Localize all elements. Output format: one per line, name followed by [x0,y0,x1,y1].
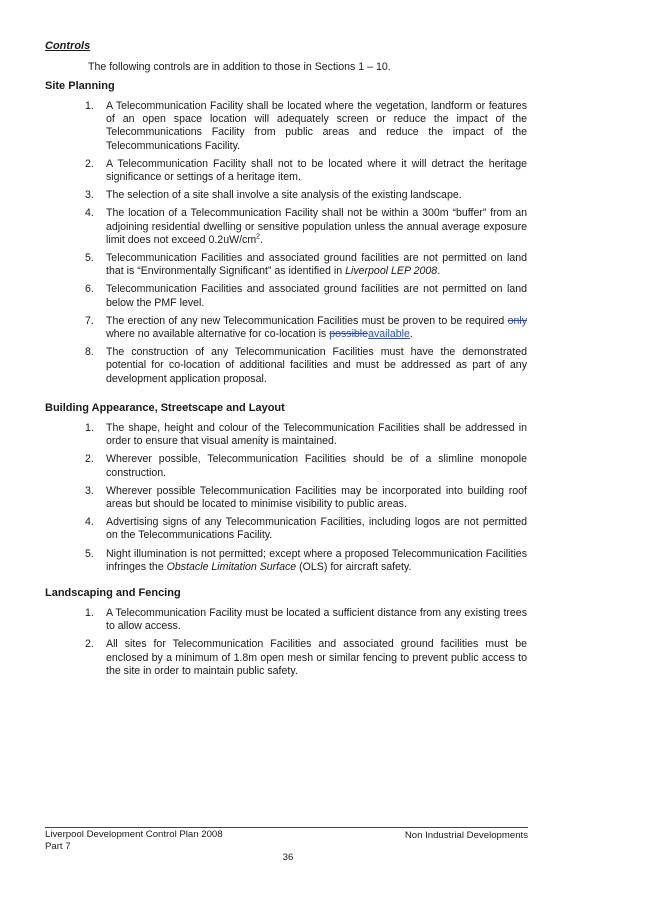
landscaping-heading: Landscaping and Fencing [45,587,181,599]
list-item: 8. The construction of any Telecommunication Facilities must have the demonstrated potential for co-location of additional facilities and must be addressed as part of any development application proposal. [85,346,527,385]
ols-reference: Obstacle Limitation Surface [166,560,297,573]
list-item: 6. Telecommunication Facilities and associated ground facilities are not permitted on land below the PMF level. [85,283,527,309]
building-appearance-list [0,422,527,579]
landscaping-list [0,607,527,683]
list-item: 1. The shape, height and colour of the Telecommunication Facilities shall be addressed in order to ensure that visual amenity is maintained. [85,422,527,448]
list-item: 4. Advertising signs of any Telecommunication Facilities, including logos are not permitted on the Telecommunications Facility. [85,516,527,542]
list-item: 3. Wherever possible Telecommunication Facilities may be incorporated into building roof areas but should be located to minimise visibility to public areas. [85,484,527,511]
list-item: 1. A Telecommunication Facility must be located a sufficient distance from any existing trees to allow access. [85,607,527,633]
footer-divider [45,827,528,828]
list-item: 3. The selection of a site shall involve a site analysis of the existing landscape. [85,189,462,202]
site-planning-heading: Site Planning [45,80,115,92]
page-number: 36 [282,852,294,863]
site-planning-list [0,100,527,391]
controls-heading: Controls [45,40,91,52]
lep-reference: Liverpool LEP 2008 [345,265,438,278]
building-appearance-heading: Building Appearance, Streetscape and Layout [45,402,285,414]
list-item: 1. A Telecommunication Facility shall be located where the vegetation, landform or features of an open space location will adequately screen or reduce the impact of the Telecommunications Facility from public areas and reduce the impact of the Telecommunications Facility. [85,100,527,152]
list-item: 2. Wherever possible, Telecommunication Facilities should be of a slimline monopole construction. [85,453,527,479]
intro-text: The following controls are in addition to those in Sections 1 – 10. [88,61,391,73]
list-item: 7. The erection of any new Telecommunication Facilities must be proven to be required only where no available alternative for co-location is possibleavailable. [85,314,527,341]
inserted-text: available [368,328,410,341]
list-item: 5. Night illumination is not permitted; except where a proposed Telecommunication Facilities infringes the Obstacle Limitation Surface (OLS) for aircraft safety. [85,547,527,573]
footer-document-title: Liverpool Development Control Plan 2008 Part 7 [45,829,223,852]
footer-section-name: Non Industrial Developments [404,830,528,841]
deleted-text: possible [329,328,369,341]
list-item: 5. Telecommunication Facilities and associated ground facilities are not permitted on land that is “Environmentally Significant” as identified in Liverpool LEP 2008. [85,252,527,278]
list-item: 4. The location of a Telecommunication Facility shall not be within a 300m “buffer” from an adjoining residential dwelling or sensitive population unless the annual average exposure limit does not exceed $0.2uW/cm^2$. [85,207,527,246]
list-item: 2. All sites for Telecommunication Facilities and associated ground facilities must be enclosed by a minimum of 1.8m open mesh or similar fencing to prevent public access to the site in order to maintain public safety. [85,638,527,677]
list-item: 2. A Telecommunication Facility shall not to be located where it will detract the heritage significance or settings of a heritage item. [85,157,527,184]
deleted-text: only [507,314,527,327]
